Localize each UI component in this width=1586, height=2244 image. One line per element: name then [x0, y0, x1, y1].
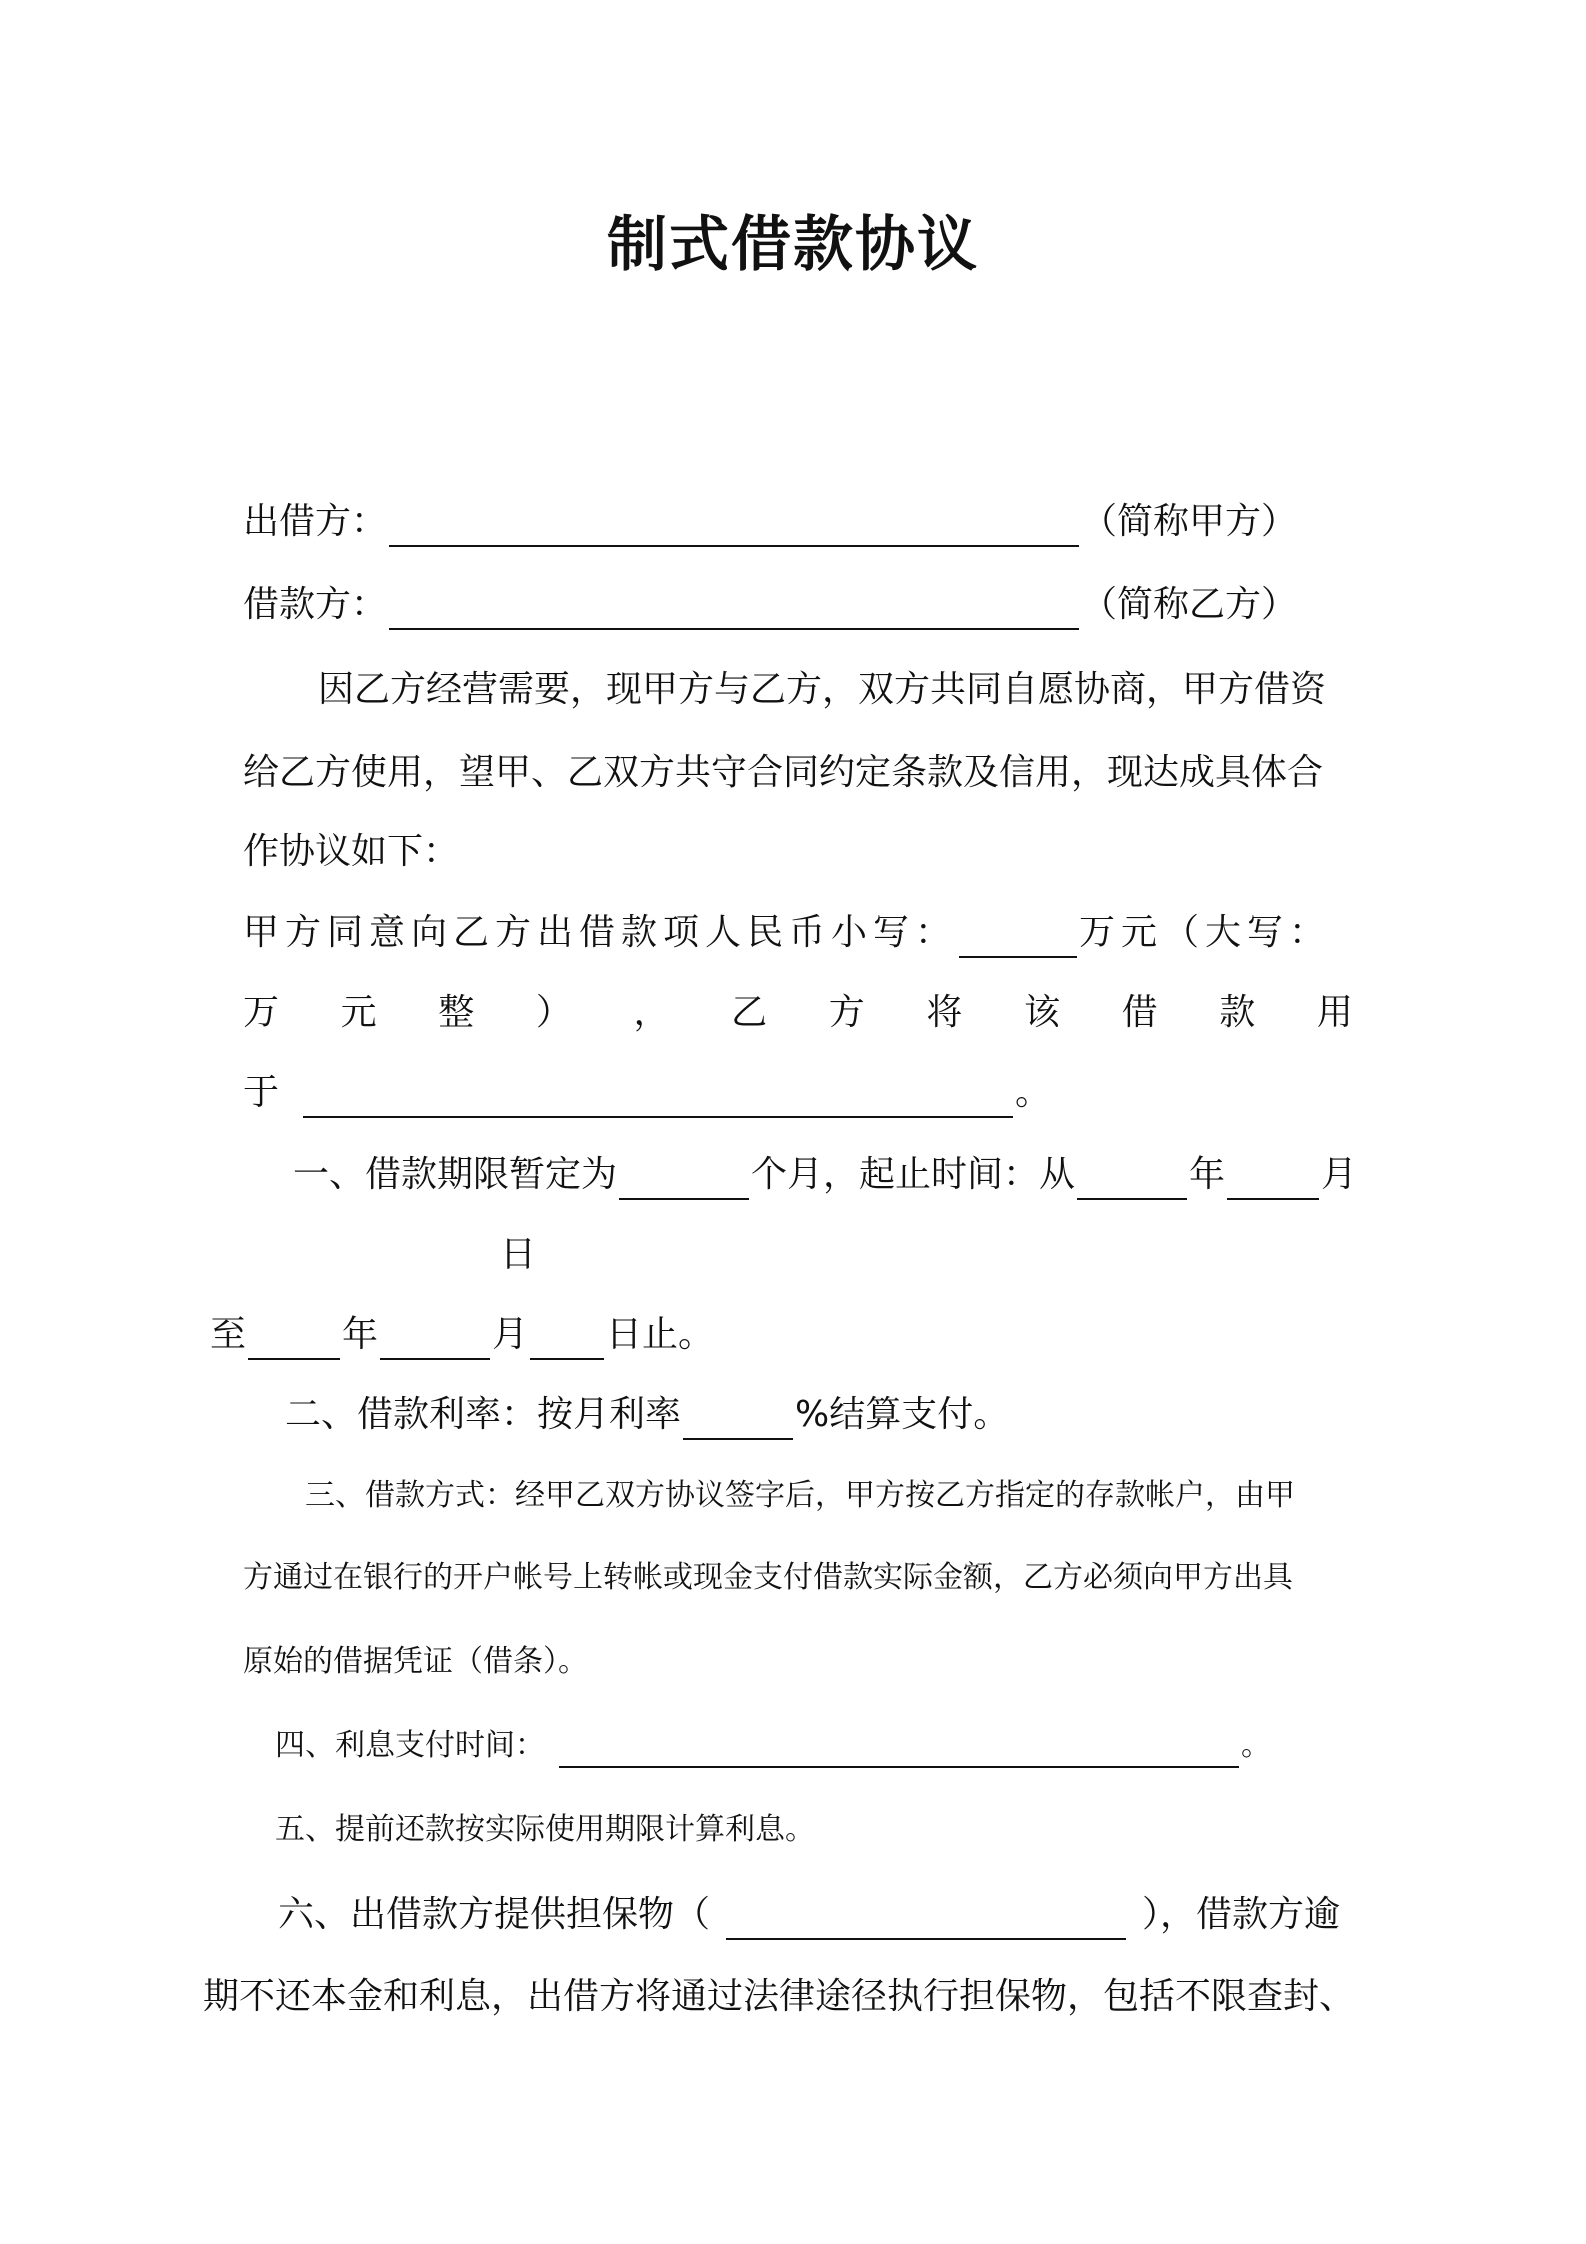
clause-6-text-b: ），借款方逾 — [1142, 1894, 1341, 1935]
clause-3-line-2: 方通过在银行的开户帐号上转帐或现金支付借款实际金额，乙方必须向甲方出具 — [243, 1560, 1293, 1595]
lender-suffix: （简称甲方） — [1081, 501, 1298, 542]
intro-line-1: 因乙方经营需要，现甲方与乙方，双方共同自愿协商，甲方借资 — [318, 669, 1327, 710]
end-year-field[interactable] — [248, 1320, 340, 1360]
loan-months-field[interactable] — [619, 1160, 749, 1200]
amount-text-2: 万元（大写： — [1079, 912, 1332, 953]
amount-row-char: ） — [535, 992, 572, 1033]
clause-2-text-a: 二、借款利率：按月利率 — [285, 1394, 682, 1435]
amount-row-char: 元 — [340, 992, 377, 1033]
loan-use-field[interactable] — [303, 1078, 1013, 1118]
end-year-label: 年 — [342, 1314, 379, 1355]
end-day-field[interactable] — [530, 1320, 604, 1360]
loan-use-prefix: 于 — [243, 1072, 280, 1113]
clause-2-text-b: %结算支付。 — [795, 1394, 1010, 1435]
clause-1-text-a: 一、借款期限暂定为 — [293, 1154, 618, 1195]
borrower-name-field[interactable] — [389, 590, 1079, 630]
document-title: 制式借款协议 — [607, 210, 979, 280]
clause-3-line-1: 三、借款方式：经甲乙双方协议签字后，甲方按乙方指定的存款帐户，由甲 — [305, 1478, 1295, 1513]
start-month-field[interactable] — [1227, 1160, 1319, 1200]
clause-6-line-2: 期不还本金和利息，出借方将通过法律途径执行担保物，包括不限查封、 — [203, 1976, 1356, 2017]
amount-line — [243, 908, 1331, 958]
to-label: 至 — [210, 1314, 247, 1355]
amount-text-1: 甲方同意向乙方出借款项人民币小写： — [243, 912, 958, 953]
amount-row-char: 用 — [1316, 992, 1353, 1033]
lender-line — [243, 497, 1297, 547]
start-year-field[interactable] — [1077, 1160, 1187, 1200]
amount-row-char: 乙 — [731, 992, 768, 1033]
interest-payment-time-field[interactable] — [559, 1734, 1239, 1768]
amount-row-char: 方 — [828, 992, 865, 1033]
amount-row-char: 借 — [1121, 992, 1158, 1033]
end-text: 日止。 — [606, 1314, 715, 1355]
loan-use-line — [243, 1068, 1051, 1118]
clause-1-text-b: 个月，起止时间：从 — [751, 1154, 1076, 1195]
amount-row-char: 将 — [926, 992, 963, 1033]
loan-use-end: 。 — [1015, 1072, 1052, 1113]
interest-rate-field[interactable] — [683, 1400, 793, 1440]
clause-4-line — [275, 1724, 1271, 1768]
end-date-line — [210, 1310, 714, 1360]
amount-row-char: 款 — [1219, 992, 1256, 1033]
clause-4-label: 四、利息支付时间： — [275, 1728, 545, 1763]
clause-6-text-a: 六、出借款方提供担保物（ — [278, 1894, 711, 1935]
clause-1-line — [293, 1150, 1357, 1200]
intro-line-3: 作协议如下： — [243, 831, 460, 872]
collateral-field[interactable] — [726, 1900, 1126, 1940]
amount-row-2 — [243, 988, 1353, 1038]
clause-5-line: 五、提前还款按实际使用期限计算利息。 — [275, 1812, 815, 1847]
borrower-suffix: （简称乙方） — [1081, 584, 1298, 625]
month-label: 月 — [1321, 1154, 1358, 1195]
clause-3-line-3: 原始的借据凭证（借条）。 — [243, 1644, 588, 1679]
amount-row-char: 该 — [1024, 992, 1061, 1033]
lender-label: 出借方： — [243, 501, 388, 542]
amount-row-char: 整 — [438, 992, 475, 1033]
clause-6-line-1 — [278, 1890, 1340, 1940]
lender-name-field[interactable] — [389, 507, 1079, 547]
year-label: 年 — [1189, 1154, 1226, 1195]
end-month-field[interactable] — [380, 1320, 490, 1360]
end-month-label: 月 — [492, 1314, 529, 1355]
clause-2-line — [285, 1390, 1009, 1440]
amount-row-char: ， — [633, 992, 670, 1033]
intro-line-2: 给乙方使用，望甲、乙双方共守合同约定条款及信用，现达成具体合 — [243, 752, 1324, 793]
start-day-label: 日 — [500, 1234, 537, 1275]
borrower-label: 借款方： — [243, 584, 388, 625]
borrower-line — [243, 580, 1297, 630]
amount-figure-field[interactable] — [959, 918, 1077, 958]
amount-row-char: 万 — [243, 992, 280, 1033]
clause-4-end: 。 — [1241, 1728, 1271, 1763]
